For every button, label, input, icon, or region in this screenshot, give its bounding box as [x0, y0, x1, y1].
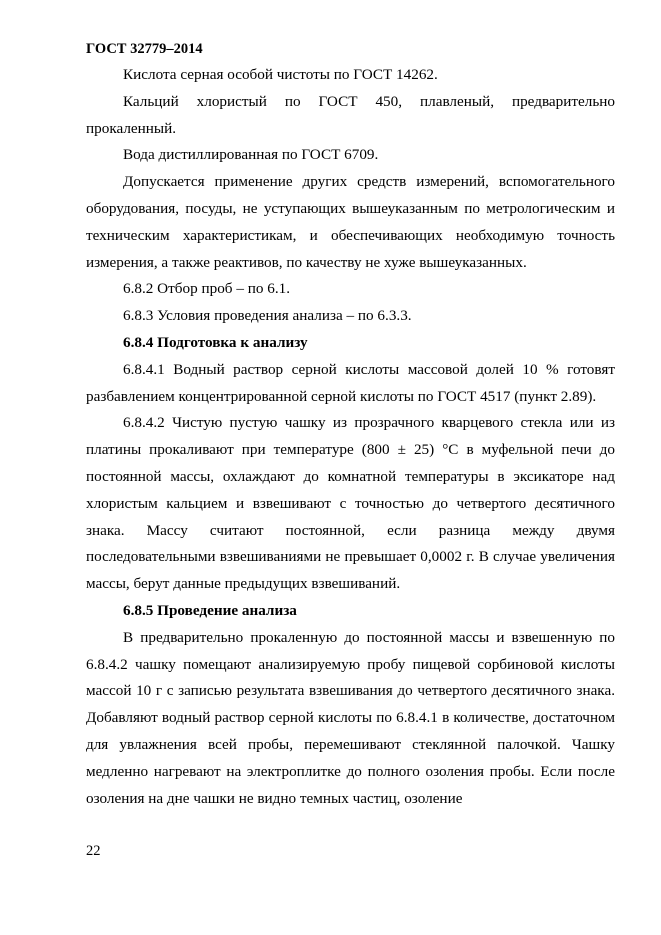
heading-6-8-4: 6.8.4 Подготовка к анализу — [123, 333, 308, 351]
document-body — [86, 62, 615, 812]
paragraph-sulfuric-acid: Кислота серная особой чистоты по ГОСТ 14262. — [123, 66, 438, 83]
heading-6-8-5: 6.8.5 Проведение анализа — [123, 601, 297, 619]
paragraph-analysis-procedure: В предварительно прокаленную до постоянной массы и взвешенную по 6.8.4.2 чашку помещают анализируемую пробу пищевой сорбиновой кислоты массой 10 г с записью результата взвешивания до четвертого десятичного знака. Добавляют водный раствор серной кислоты по 6.8.4.1 в количестве, достаточном для увлажнения всей пробы, перемешивают стеклянной палочкой. Чашку медленно нагревают на электроплитке до полного озоления пробы. Если после озоления на дне чашки не видно темных частиц, озоление — [86, 628, 615, 807]
document-code-header: ГОСТ 32779–2014 — [86, 41, 203, 57]
clause-6-8-2: 6.8.2 Отбор проб – по 6.1. — [123, 280, 291, 298]
paragraph-alternatives-allowed: Допускается применение других средств измерений, вспомогательного оборудования, посуды, не уступающих вышеуказанным по метрологическим и техническим характеристикам, и обеспечивающих необходимую точность измерения, а также реактивов, по качеству не хуже вышеуказанных. — [86, 173, 615, 271]
paragraph-calcium-chloride: Кальций хлористый по ГОСТ 450, плавленый, предварительно прокаленный. — [86, 92, 615, 137]
paragraph-distilled-water: Вода дистиллированная по ГОСТ 6709. — [123, 146, 379, 164]
clause-6-8-3: 6.8.3 Условия проведения анализа – по 6.3.3. — [123, 307, 412, 325]
page-number: 22 — [86, 843, 101, 859]
clause-6-8-4-1: 6.8.4.1 Водный раствор серной кислоты массовой долей 10 % готовят разбавлением концентрированной серной кислоты по ГОСТ 4517 (пункт 2.89). — [86, 360, 615, 405]
clause-6-8-4-2: 6.8.4.2 Чистую пустую чашку из прозрачного кварцевого стекла или из платины прокаливают при температуре (800 ± 25) °С в муфельной печи до постоянной массы, охлаждают до комнатной температуры в эксикаторе над хлористым кальцием и взвешивают с точностью до четвертого десятичного знака. Массу считают постоянной, если разница между двумя последовательными взвешиваниями не превышает 0,0002 г. В случае увеличения массы, берут данные предыдущих взвешиваний. — [86, 414, 615, 593]
